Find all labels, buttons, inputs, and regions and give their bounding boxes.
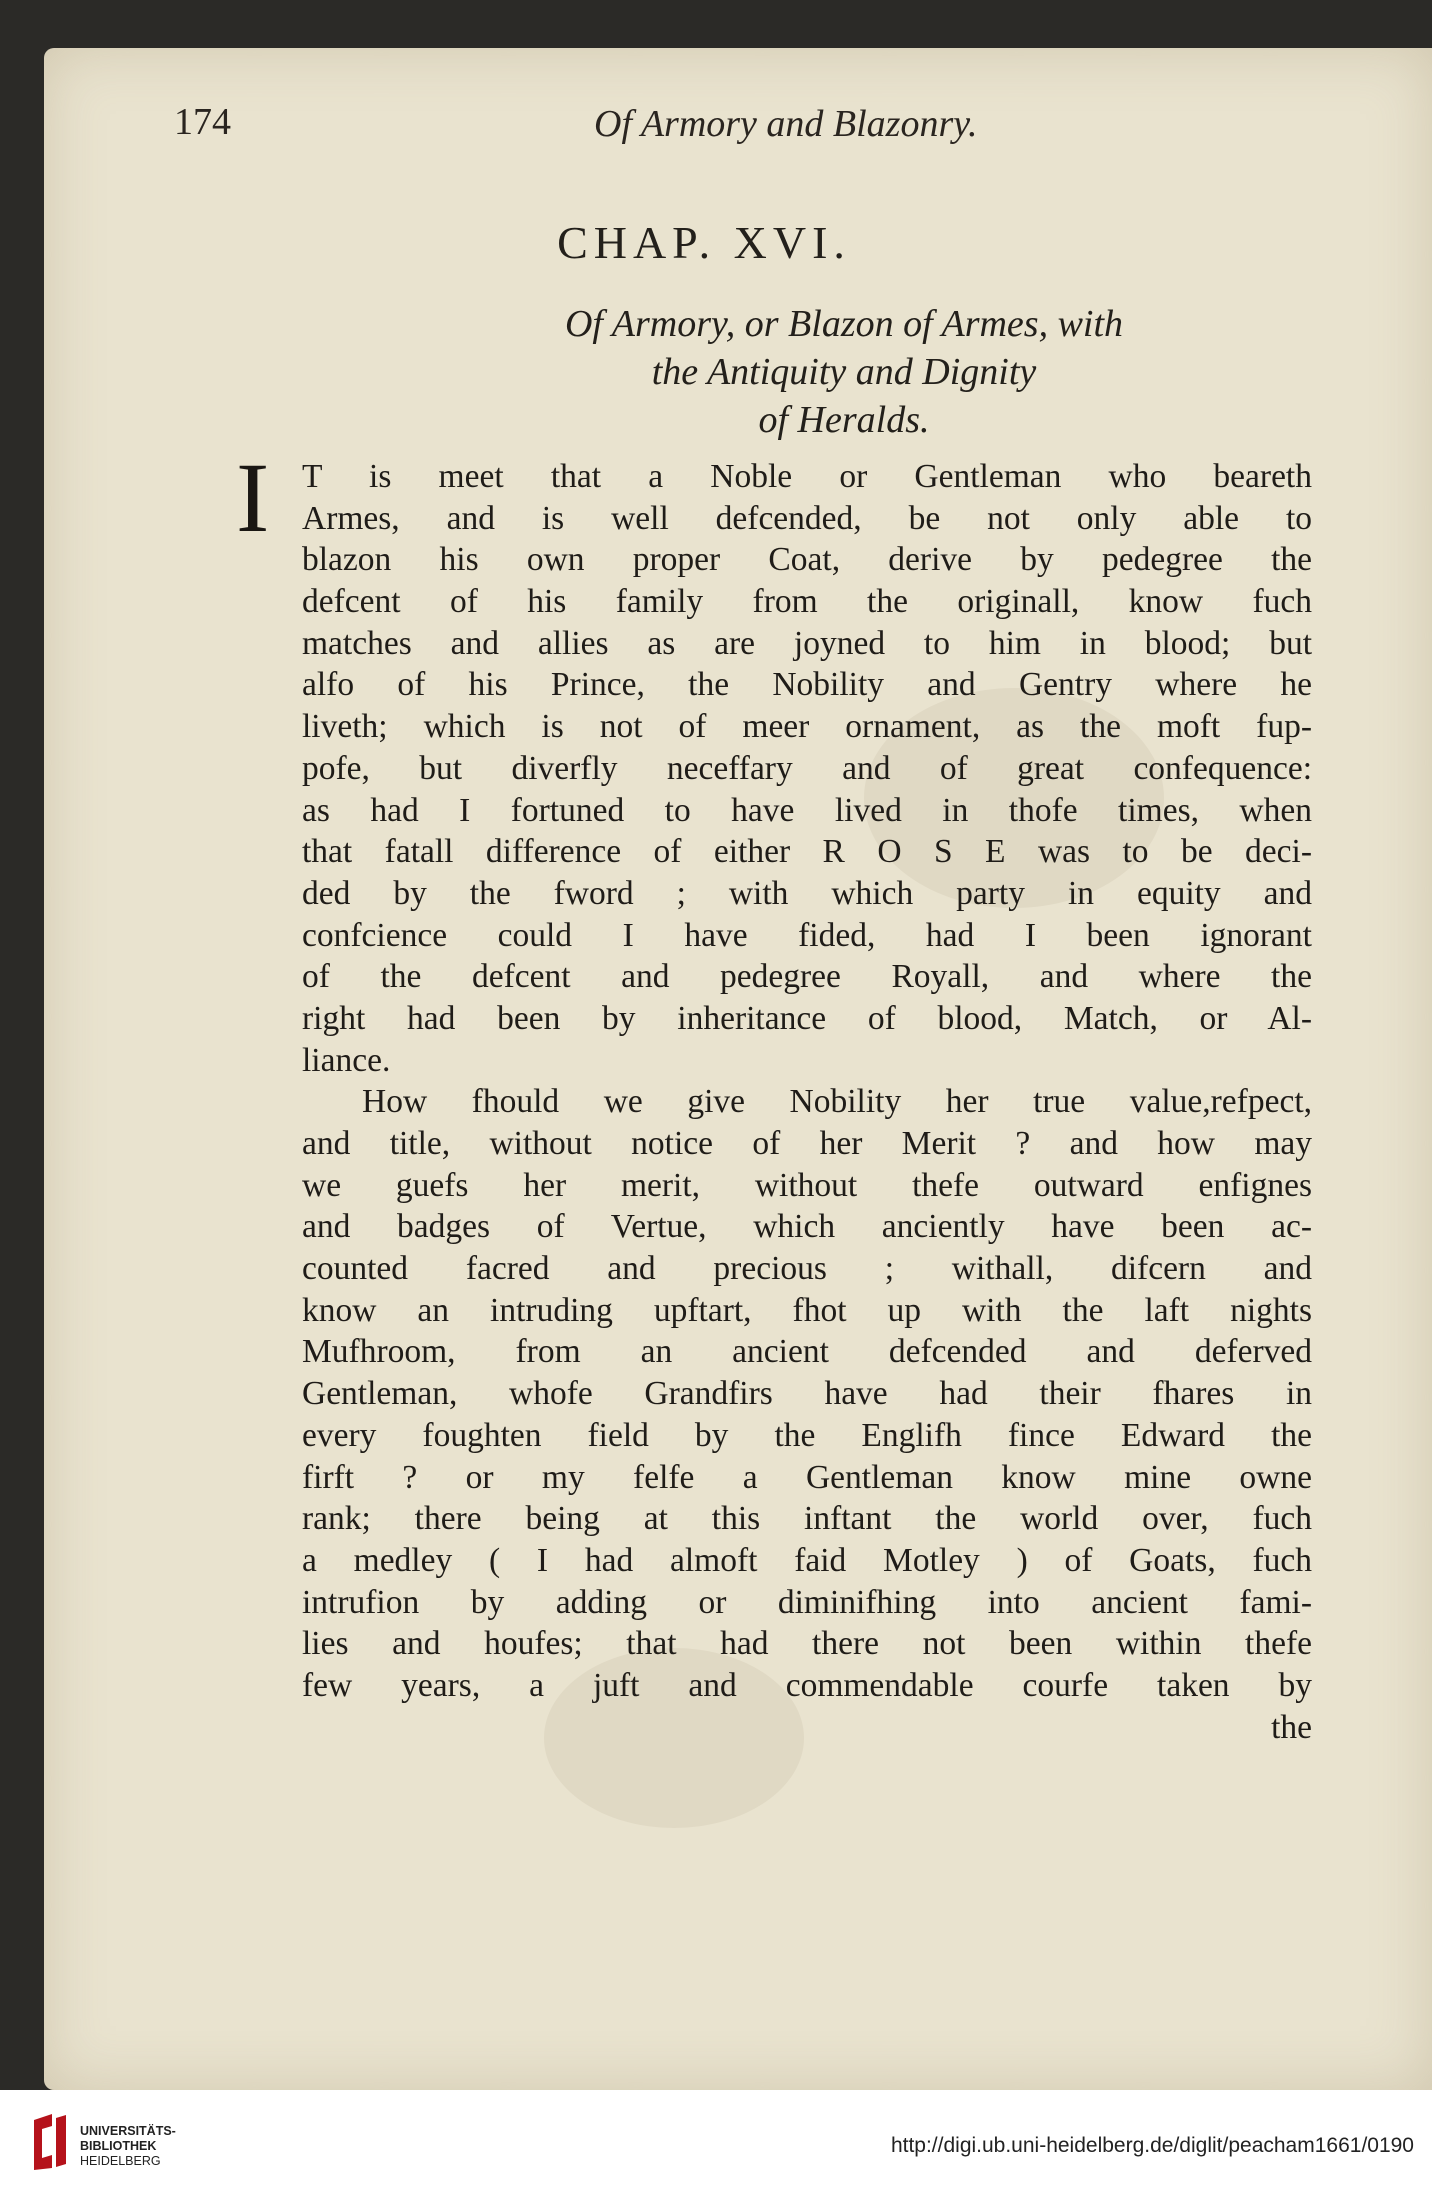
chapter-subtitle xyxy=(344,300,1344,444)
running-head xyxy=(44,100,1432,160)
text-line: blazon his own proper Coat, derive by pedegree the xyxy=(302,541,1312,579)
body-text xyxy=(236,442,1312,1748)
text-line: confcience could I have fided, had I been ignorant xyxy=(302,916,1312,954)
text-line: How fhould we give Nobility her true value,refpect, xyxy=(362,1083,1312,1121)
text-line: liance. xyxy=(302,1041,391,1079)
library-line: UNIVERSITÄTS- xyxy=(80,2124,176,2138)
text-line: Armes, and is well defcended, be not only able to xyxy=(302,499,1312,537)
text-line: every foughten field by the Englifh fince Edward the xyxy=(302,1416,1312,1454)
text-line: T is meet that a Noble or Gentleman who beareth xyxy=(302,458,1312,495)
library-line: HEIDELBERG xyxy=(80,2154,161,2168)
text-line: ded by the fword ; with which party in equity and xyxy=(302,874,1312,912)
subtitle-line: the Antiquity and Dignity xyxy=(651,351,1037,393)
text-line: that fatall difference of either R O S E was to be deci- xyxy=(302,833,1312,871)
text-line: intrufion by adding or diminifhing into ancient fami- xyxy=(302,1583,1312,1621)
chapter-heading: CHAP. XVI. xyxy=(557,217,851,268)
text-line: a medley ( I had almoft faid Motley ) of Goats, fuch xyxy=(302,1541,1312,1579)
first-paragraph xyxy=(236,442,1312,1081)
text-line: right had been by inheritance of blood, Match, or Al- xyxy=(302,999,1312,1037)
running-title: Of Armory and Blazonry. xyxy=(594,103,978,145)
text-line: know an intruding upftart, fhot up with the laft nights xyxy=(302,1291,1312,1329)
text-line: pofe, but diverfly neceffary and of great confequence: xyxy=(302,749,1312,787)
text-line: matches and allies as are joyned to him in blood; but xyxy=(302,624,1312,662)
text-line: few years, a juft and commendable courfe taken by xyxy=(302,1666,1312,1704)
text-line: and title, without notice of her Merit ? and how may xyxy=(302,1125,1312,1162)
subtitle-line: Of Armory, or Blazon of Armes, with xyxy=(564,303,1124,345)
page-number: 174 xyxy=(174,101,231,143)
subtitle-line: of Heralds. xyxy=(758,399,930,441)
text-line: rank; there being at this inftant the world over, fuch xyxy=(302,1500,1312,1538)
text-line: defcent of his family from the originall, know fuch xyxy=(302,583,1312,621)
text-line: of the defcent and pedegree Royall, and where the xyxy=(302,958,1312,996)
second-paragraph xyxy=(302,1081,1312,1748)
footer-bar xyxy=(0,2090,1432,2204)
text-line: Gentleman, whofe Grandfirs have had their fhares in xyxy=(302,1375,1312,1413)
text-line: as had I fortuned to have lived in thofe times, when xyxy=(302,791,1312,829)
library-logo-icon xyxy=(30,2112,70,2172)
text-line: Mufhroom, from an ancient defcended and deferved xyxy=(302,1333,1312,1371)
text-line: and badges of Vertue, which anciently have been ac- xyxy=(302,1208,1312,1246)
library-name xyxy=(80,2124,176,2169)
text-line: counted facred and precious ; withall, difcern and xyxy=(302,1250,1312,1288)
catchword: the xyxy=(1271,1708,1312,1746)
library-line: BIBLIOTHEK xyxy=(80,2139,157,2153)
text-line: liveth; which is not of meer ornament, as the moft fup- xyxy=(302,708,1312,746)
drop-cap: I xyxy=(236,442,270,553)
text-line: alfo of his Prince, the Nobility and Gentry where he xyxy=(302,666,1312,704)
source-url-link[interactable]: http://digi.ub.uni-heidelberg.de/diglit/peacham1661/0190 xyxy=(890,2134,1414,2157)
text-line: lies and houfes; that had there not been within thefe xyxy=(302,1625,1312,1663)
text-line: firft ? or my felfe a Gentleman know mine owne xyxy=(302,1458,1312,1496)
text-line: we guefs her merit, without thefe outward enfignes xyxy=(302,1166,1312,1204)
